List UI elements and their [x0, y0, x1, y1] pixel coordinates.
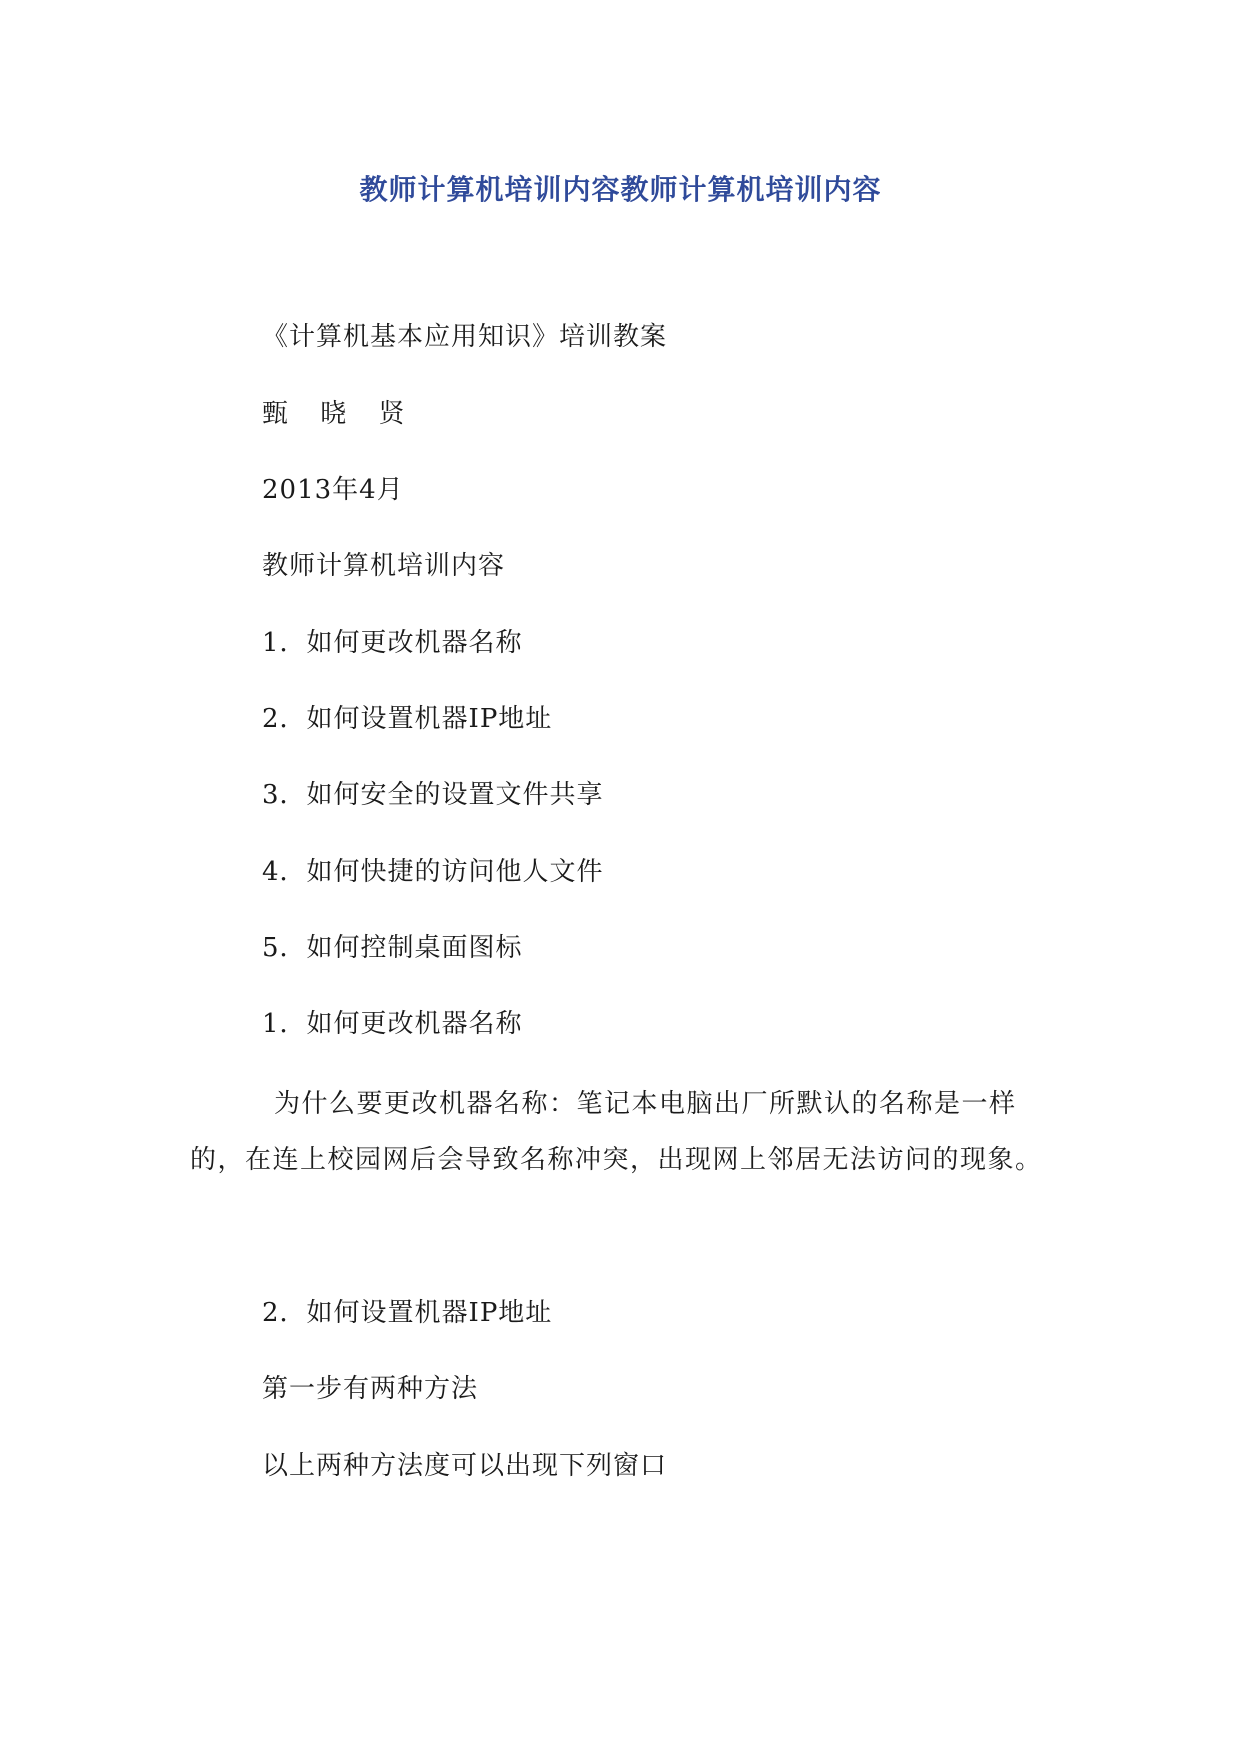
list-item-4: 4．如何快捷的访问他人文件 — [262, 857, 604, 887]
author-name: 甄 晓 贤 — [262, 399, 417, 429]
list-item-1: 1．如何更改机器名称 — [262, 628, 523, 658]
window-note: 以上两种方法度可以出现下列窗口 — [262, 1451, 668, 1481]
step-1-text: 第一步有两种方法 — [262, 1374, 479, 1404]
section-1-paragraph: 为什么要更改机器名称：笔记本电脑出厂所默认的名称是一样的，在连上校园网后会导致名称冲突，出现网上邻居无法访问的现象。 — [190, 1089, 1043, 1175]
lesson-plan-title: 《计算机基本应用知识》培训教案 — [262, 322, 668, 352]
section-2-heading: 2．如何设置机器IP地址 — [262, 1298, 553, 1328]
list-item-5: 5．如何控制桌面图标 — [262, 933, 523, 963]
section-1-heading: 1．如何更改机器名称 — [262, 1009, 523, 1039]
list-item-3: 3．如何安全的设置文件共享 — [262, 780, 604, 810]
content-heading: 教师计算机培训内容 — [262, 551, 506, 581]
date-line: 2013年4月 — [262, 475, 404, 505]
document-title: 教师计算机培训内容教师计算机培训内容 — [359, 173, 882, 206]
list-item-2: 2．如何设置机器IP地址 — [262, 704, 553, 734]
